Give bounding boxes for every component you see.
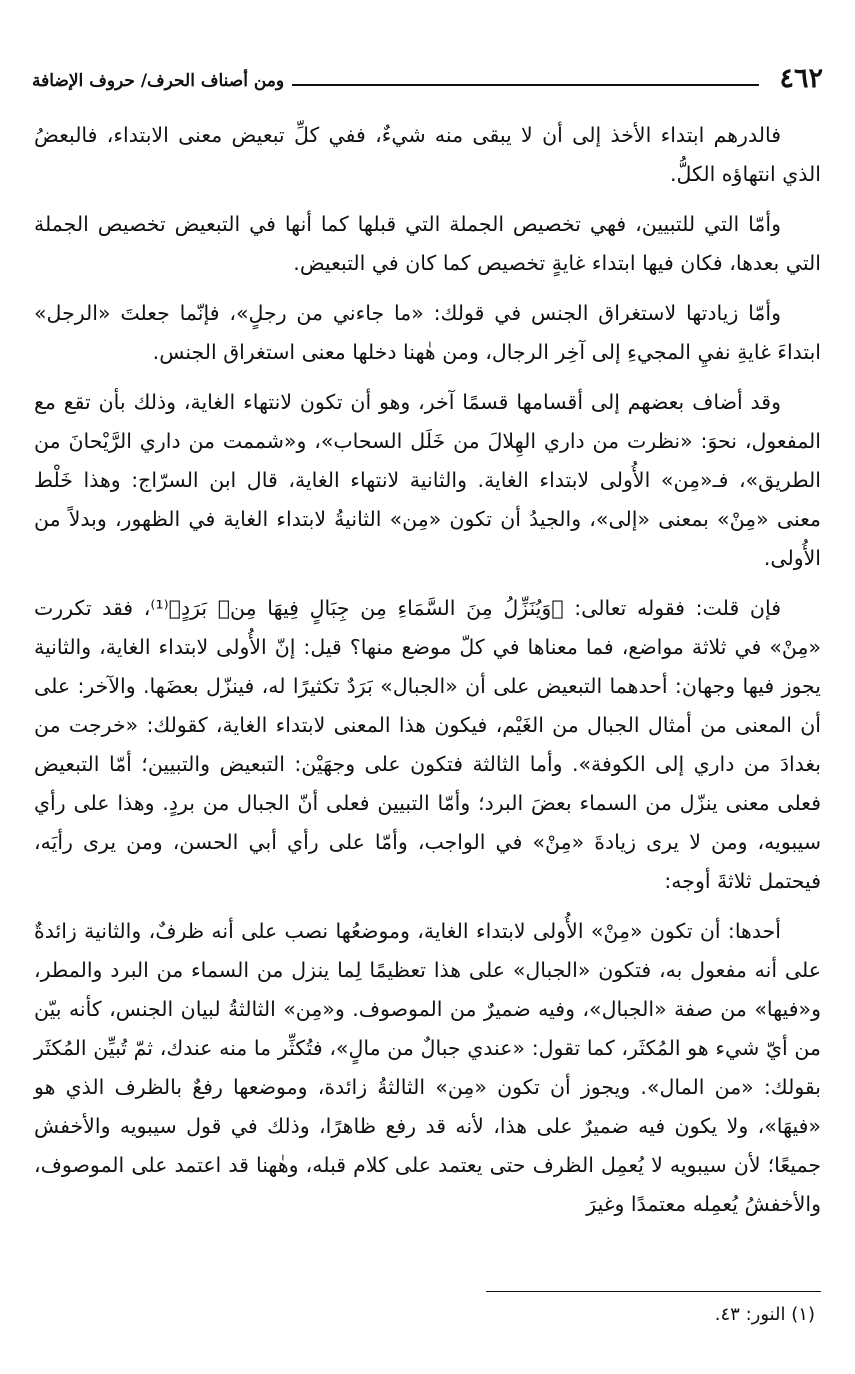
paragraph-5: فإن قلت: فقوله تعالى: ﴿وَيُنَزِّلُ مِنَ السَّمَاءِ مِن جِبَالٍ فِيهَا مِنۢ بَرَدٍ﴾⁽¹⁾، فقد تكررت «مِنْ» في ثلاثة مواضع، فما معناها في كلّ موضع منها؟ قيل: إنّ الأُولى لابتداء الغاية، والثانية يجوز فيها وجهان: أحدهما التبعيض على أن «الجبال» بَرَدٌ تكثيرًا له، فينزّل بعضَها. والآخر: على أن المعنى من أمثال الجبال من الغَيْم، فيكون هذا المعنى لابتداء الغاية، كقولك: «خرجت من بغدادَ من داري إلى الكوفة». وأما الثالثة فتكون على وجهَيْن: التبعيض والتبيين؛ أمّا التبعيض فعلى معنى ينزّل من السماء بعضَ البرد؛ وأمّا التبيين فعلى أنّ الجبال من بردٍ. وهذا على رأي سيبويه، ومن لا يرى زيادةَ «مِنْ» في الواجب، وأمّا على رأي أبي الحسن، ومن يرى رأيَه، فيحتمل ثلاثةَ أوجه:	[34, 596, 821, 893]
page-header	[32, 52, 823, 92]
header-rule	[292, 84, 759, 86]
running-title: ومن أصناف الحرف/ حروف الإضافة	[32, 71, 285, 91]
body-text	[34, 116, 821, 1235]
page-number: ٤٦٢	[779, 63, 823, 94]
footnote-rule	[486, 1291, 821, 1292]
paragraph-2: وأمّا التي للتبيين، فهي تخصيص الجملة التي قبلها كما أنها في التبعيض تخصيص الجملة التي بعدها، فكان فيها ابتداء غايةٍ تخصيص كما كان في التبعيض.	[34, 212, 821, 275]
paragraph-1: فالدرهم ابتداء الأخذ إلى أن لا يبقى منه شيءٌ، ففي كلِّ تبعيض معنى الابتداء، فالبعضُ الذي انتهاؤه الكلُّ.	[34, 123, 821, 186]
paragraph-6: أحدها: أن تكون «مِنْ» الأُولى لابتداء الغاية، وموضعُها نصب على أنه ظرفٌ، والثانية زائدةٌ على أنه مفعول به، فتكون «الجبال» على هذا تعظيمًا لِما ينزل من السماء من البرد والمطر، و«فيها» من صفة «الجبال»، وفيه ضميرٌ من الموصوف. و«مِن» الثالثةُ لبيان الجنس، كأنه بيّن من أيّ شيء هو المُكثَر، كما تقول: «عندي جبالٌ من مالٍ»، فتُكثِّر ما منه عندك، ثمّ تُبيِّن المُكثَر بقولك: «من المال». ويجوز أن تكون «مِن» الثالثةُ زائدة، وموضعها رفعٌ بالظرف الذي هو «فيهَا»، ولا يكون فيه ضميرٌ على هذا، لأنه قد رفع ظاهرًا، وذلك في قول سيبويه والأخفش جميعًا؛ لأن سيبويه لا يُعمِل الظرف حتى يعتمد على كلام قبله، وهٰهنا قد اعتمد على الموصوف، والأخفشُ يُعمِله معتمدًا وغيرَ	[34, 919, 821, 1216]
paragraph-4: وقد أضاف بعضهم إلى أقسامها قسمًا آخر، وهو أن تكون لانتهاء الغاية، وذلك بأن تقع مع المفعول، نحوَ: «نظرت من داري الهِلالَ من خَلَل السحاب»، و«شممت من داري الرَّيْحانَ من الطريق»، فـ«مِن» الأُولى لابتداء الغاية. والثانية لانتهاء الغاية، قال ابن السرّاج: وهذا خَلْط معنى «مِنْ» بمعنى «إلى»، والجيدُ أن تكون «مِن» الثانيةُ لابتداء الغاية في الظهور، وبدلاً من الأُولى.	[34, 390, 821, 570]
paragraph-3: وأمّا زيادتها لاستغراق الجنس في قولك: «ما جاءني من رجلٍ»، فإنّما جعلتَ «الرجل» ابتداءَ غايةِ نفيِ المجيءِ إلى آخِر الرجال، ومن هٰهنا دخلها معنى استغراق الجنس.	[34, 301, 821, 364]
footnote: (١) النور: ٤٣.	[714, 1304, 815, 1325]
